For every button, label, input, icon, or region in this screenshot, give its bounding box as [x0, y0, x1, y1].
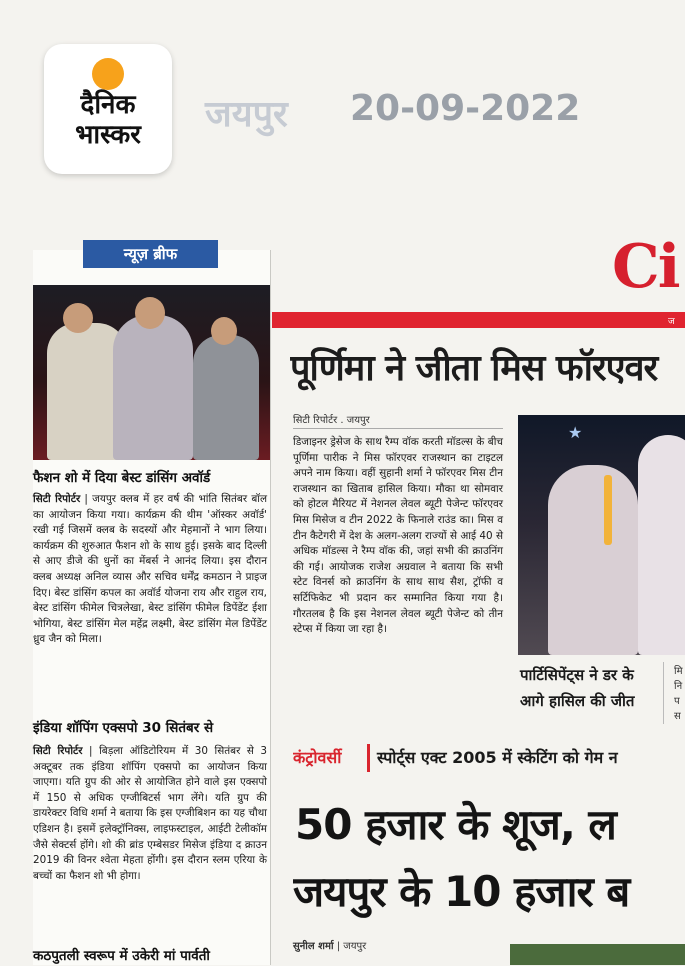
side-column-text: मि नि प स [674, 666, 683, 722]
big-story-byline: सुनील शर्मा | जयपुर [293, 941, 367, 952]
brand-rule [272, 312, 685, 328]
edition-city: जयपुर [205, 94, 288, 135]
photo-trophy [604, 475, 612, 545]
story2-body: सिटी रिपोर्टर | बिड़ला ऑडिटोरियम में 30 सितंबर से 3 अक्टूबर तक इंडिया शॉपिंग एक्सपो का आयोजन किया जाएगा। यति ग्रुप की ओर से आयोजित होने वाले इस एक्सपो में 150 से अधिक एग्जीबिटर्स भाग लेंगे। यति ग्रुप की डायरेक्टर विधि शर्मा ने बताया कि इस एग्जीबिशन का यह चौथा एडिशन है। इसमें इलेक्ट्रॉनिक्स, लाइफस्टाइल, आईटी टेलीकॉम जैसे सेक्टर्स होंगे। शो की ब्रांड एम्बेसडर मिसेज इंडिया द क्राउन 2019 की विनर श्वेता मेहता होंगी। इस दौरान स्लम एरिया के बच्चों का फैशन शो भी होगा। [33, 745, 268, 882]
photo-figure [193, 335, 259, 460]
story2-byline: सिटी रिपोर्टर [33, 745, 83, 757]
main-article-body: डिजाइनर ड्रेसेज के साथ रैम्प वॉक करती मॉडल्स के बीच पूर्णिमा पारीक ने मिस फॉरएवर राजस्थान का टाइटल अपने नाम किया। वहीं सुहानी शर्मा ने फॉरएवर मिस टीन राजस्थान का खिताब हासिल किया। मौका था सोमवार को होटल मैरियट में नेशनल लेवल ब्यूटी पेजेन्ट फॉरएवर मिस मिसेज व टीन 2022 के फिनाले राउंड का। मिस व टीन कैटेगरी में देश के अलग-अलग राज्यों से आई 40 से अधिक मॉडल्स ने रैम्प वॉक की, जहां सभी की क्राउनिंग की गई। आयोजक राजेश अग्रवाल ने बताया कि सभी स्टेट विनर्स को क्राउनिंग के साथ साथ सैश, ट्रॉफी व सर्टिफिकेट भी प्रदान कर सम्मानित किया गया है। गौरतलब है कि इस नेशनल लेवल ब्यूटी पेजेन्ट को तीन स्टेप्स में किया जा रहा है। [293, 436, 503, 636]
byline-divider [293, 428, 503, 429]
controversy-text: स्पोर्ट्स एक्ट 2005 में स्केटिंग को गेम न [377, 748, 618, 767]
main-headline: पूर्णिमा ने जीता मिस फॉरएवर [290, 348, 658, 389]
photo-figure-head [135, 297, 165, 329]
story1-headline: फैशन शो में दिया बेस्ट डांसिंग अवॉर्ड [33, 470, 211, 486]
photo-figure [113, 315, 193, 460]
news-brief-column [33, 245, 271, 965]
dainik-bhaskar-logo [44, 44, 172, 174]
photo-caption: पार्टिसिपेंट्स ने डर के आगे हासिल की जीत [520, 666, 635, 710]
sun-icon [92, 58, 124, 90]
logo-text: दैनिक भास्कर [75, 90, 141, 150]
big-headline-line1: 50 हजार के शूज, ल [295, 800, 616, 849]
big-headline-line2: जयपुर के 10 हजार ब [293, 867, 630, 916]
photo-stage-backdrop: ★ [568, 423, 585, 442]
photo-figure [548, 465, 638, 655]
photo-figure-head [63, 303, 93, 333]
story1-byline: सिटी रिपोर्टर [33, 493, 81, 505]
story1-text: जयपुर क्लब में हर वर्ष की भांति सितंबर बॉल का आयोजन किया गया। कार्यक्रम की थीम 'ऑस्कर अवॉर्ड' रखी गई जिसमें क्लब के सदस्यों और मेहमानों ने भाग लिया। कार्यक्रम की शुरुआत फैशन शो के साथ हुई। इसके बाद दिल्ली से आए डीजे की धुनों का मेंबर्स ने आनंद लिया। इस दौरान क्लब अध्यक्ष अनिल व्यास और सचिव धर्मेंद्र कमठान ने प्राइज दिए। बेस्ट डांसिंग कपल का अवॉर्ड योजना राय और राहुल राय, बेस्ट डांसिंग फीमेल चित्रलेखा, बेस्ट डांसिंग फीमेल डिपेंडेंट ईशा भोगिया, बेस्ट डांसिंग मेल महेंद्र लक्ष्मी, बेस्ट डांसिंग मेल डिपेंडेंट ध्रुव जैन को मिला। [33, 493, 268, 646]
story1-body: सिटी रिपोर्टर | जयपुर क्लब में हर वर्ष की भांति सितंबर बॉल का आयोजन किया गया। कार्यक्रम की थीम 'ऑस्कर अवॉर्ड' रखी गई जिसमें क्लब के सदस्यों और मेहमानों ने भाग लिया। कार्यक्रम की शुरुआत फैशन शो के साथ हुई। इसके बाद दिल्ली से आए डीजे की धुनों का मेंबर्स ने आनंद लिया। इस दौरान क्लब अध्यक्ष अनिल व्यास और सचिव धर्मेंद्र कमठान ने प्राइज दिए। बेस्ट डांसिंग कपल का अवॉर्ड योजना राय और राहुल राय, बेस्ट डांसिंग फीमेल चित्रलेखा, बेस्ट डांसिंग फीमेल डिपेंडेंट ईशा भोगिया, बेस्ट डांसिंग मेल महेंद्र लक्ष्मी, बेस्ट डांसिंग मेल डिपेंडेंट ध्रुव जैन को मिला। [33, 493, 268, 646]
brand-rule-text: ज [668, 317, 675, 327]
story2-text: बिड़ला ऑडिटोरियम में 30 सितंबर से 3 अक्टूबर तक इंडिया शॉपिंग एक्सपो का आयोजन किया जाएगा। यति ग्रुप की ओर से आयोजित होने वाले इस एक्सपो में 150 से अधिक एग्जीबिटर्स भाग लेंगे। यति ग्रुप की डायरेक्टर विधि शर्मा ने बताया कि इस एग्जीबिशन का यह चौथा एडिशन है। इसमें इलेक्ट्रॉनिक्स, लाइफस्टाइल, आईटी टेलीकॉम जैसे सेक्टर्स होंगे। शो की ब्रांड एम्बेसडर मिसेज इंडिया द क्राउन 2019 की विनर श्वेता मेहता होंगी। इस दौरान स्लम एरिया के बच्चों का फैशन शो भी होगा। [33, 745, 268, 882]
story3-headline: कठपुतली स्वरूप में उकेरी मां पार्वती [33, 948, 210, 964]
main-byline: सिटी रिपोर्टर . जयपुर [293, 415, 370, 426]
controversy-tag: कंट्रोवर्सी [293, 748, 342, 767]
story2-headline: इंडिया शॉपिंग एक्सपो 30 सितंबर से [33, 720, 214, 736]
photo-figure-head [211, 317, 237, 345]
award-photo [33, 285, 270, 460]
big-story-photo [510, 944, 685, 965]
edition-date: 20-09-2022 [350, 88, 581, 129]
controversy-strap [293, 744, 685, 772]
controversy-bar [367, 744, 370, 772]
column-divider [663, 662, 664, 724]
photo-figure [638, 435, 685, 655]
section-brand: Ci [612, 232, 679, 302]
pageant-photo [518, 415, 685, 655]
news-brief-title: न्यूज़ ब्रीफ [83, 240, 218, 268]
